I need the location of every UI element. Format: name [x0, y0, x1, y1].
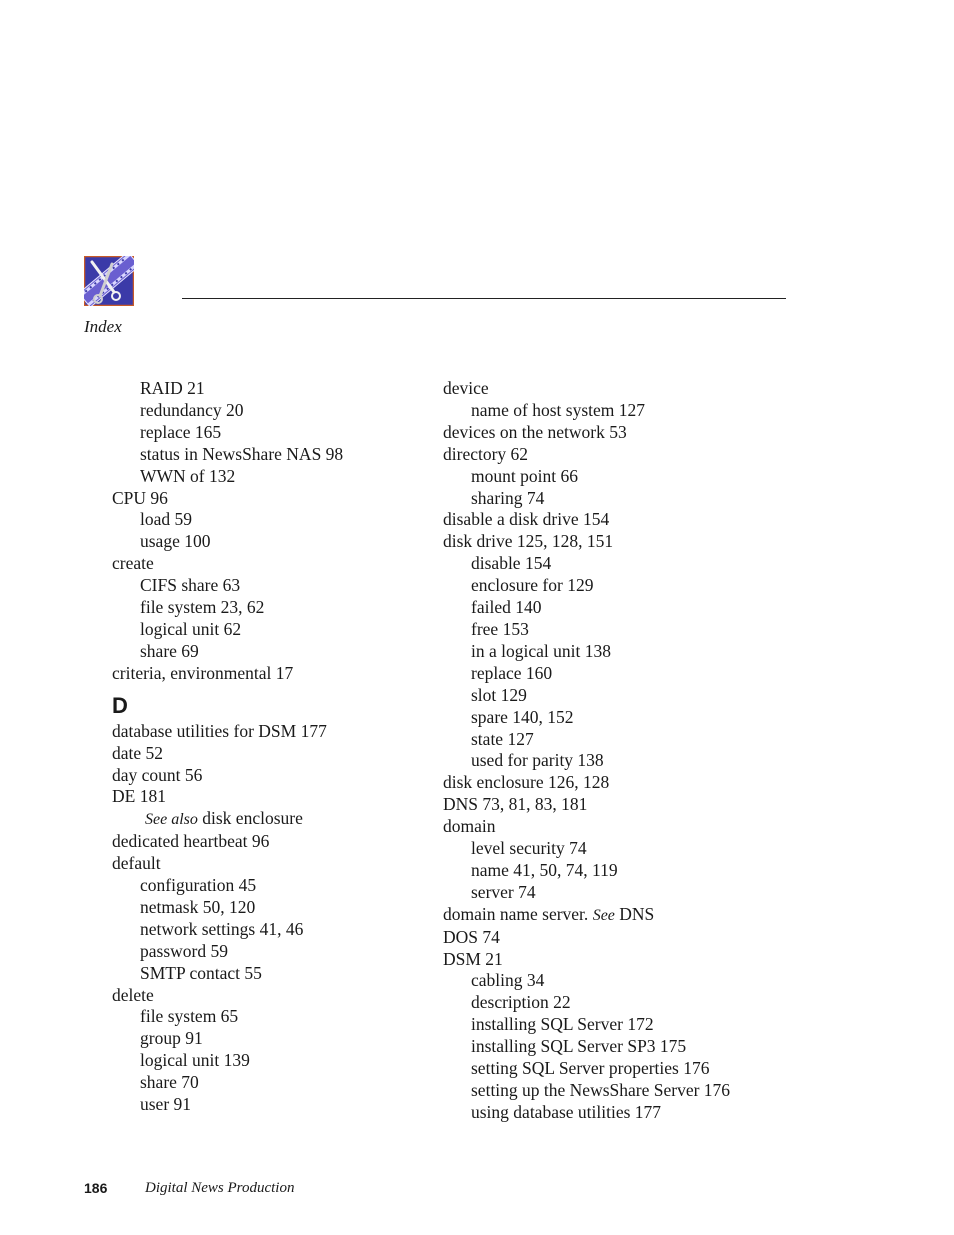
index-entry: delete [112, 984, 154, 1005]
index-subentry: using database utilities 177 [471, 1101, 662, 1122]
index-entry: database utilities for DSM 177 [112, 720, 327, 741]
index-subentry: logical unit 62 [140, 618, 242, 639]
header-rule [182, 298, 786, 299]
index-subentry: logical unit 139 [140, 1050, 250, 1071]
index-subentry: redundancy 20 [140, 399, 244, 420]
index-subentry: sharing 74 [471, 487, 545, 508]
index-entry: day count 56 [112, 764, 203, 785]
index-subentry: name 41, 50, 74, 119 [471, 859, 618, 880]
index-entry: create [112, 553, 154, 574]
index-subentry: level security 74 [471, 838, 587, 859]
index-subentry: RAID 21 [140, 378, 205, 398]
index-subentry: state 127 [471, 728, 534, 749]
index-subentry: password 59 [140, 940, 228, 961]
index-subentry: free 153 [471, 618, 529, 639]
index-subentry: enclosure for 129 [471, 575, 594, 596]
book-title: Digital News Production [145, 1180, 295, 1196]
index-entry: disk enclosure 126, 128 [443, 772, 610, 793]
index-subentry: spare 140, 152 [471, 706, 574, 727]
index-subentry: CIFS share 63 [140, 575, 241, 596]
index-subentry: network settings 41, 46 [140, 918, 304, 939]
index-subentry: failed 140 [471, 597, 542, 618]
index-subentry: share 70 [140, 1072, 199, 1093]
film-reel-scissors-icon [84, 256, 134, 306]
index-subentry: replace 165 [140, 421, 222, 442]
index-subentry: usage 100 [140, 531, 211, 552]
index-entry: CPU 96 [112, 487, 168, 508]
index-entry: DE 181 [112, 786, 166, 807]
index-subentry: WWN of 132 [140, 465, 236, 486]
see-also-label: See also [145, 811, 198, 829]
index-letter-heading: D [112, 692, 128, 718]
index-entry: disk drive 125, 128, 151 [443, 531, 614, 552]
index-subentry: cabling 34 [471, 970, 545, 991]
index-subentry: user 91 [140, 1094, 192, 1115]
index-column-left [112, 378, 432, 1116]
index-subentry: file system 23, 62 [140, 597, 265, 618]
index-entry: DNS 73, 81, 83, 181 [443, 794, 588, 815]
index-subentry: installing SQL Server SP3 175 [471, 1036, 687, 1057]
index-entry: criteria, environmental 17 [112, 662, 294, 683]
index-subentry: file system 65 [140, 1006, 239, 1027]
section-label: Index [84, 317, 122, 336]
index-subentry: mount point 66 [471, 465, 578, 486]
index-entry: dedicated heartbeat 96 [112, 831, 270, 852]
index-subentry: in a logical unit 138 [471, 640, 611, 661]
index-entry: device [443, 378, 489, 398]
index-see-also [112, 808, 432, 831]
index-entry: DSM 21 [443, 948, 503, 969]
index-subentry: group 91 [140, 1028, 203, 1049]
index-subentry: name of host system 127 [471, 399, 646, 420]
index-entry: DOS 74 [443, 926, 500, 947]
index-entry-text: domain name server. [443, 903, 593, 924]
index-entry: date 52 [112, 742, 164, 763]
index-subentry: disable 154 [471, 553, 552, 574]
index-column-right [443, 378, 783, 1124]
see-target: DNS [614, 903, 655, 924]
index-subentry: server 74 [471, 881, 536, 902]
index-subentry: setting SQL Server properties 176 [471, 1058, 710, 1079]
index-subentry: status in NewsShare NAS 98 [140, 443, 344, 464]
index-subentry: installing SQL Server 172 [471, 1014, 654, 1035]
index-subentry: slot 129 [471, 684, 527, 705]
index-subentry: setting up the NewsShare Server 176 [471, 1080, 731, 1100]
index-entry: devices on the network 53 [443, 421, 627, 442]
index-subentry: description 22 [471, 992, 571, 1013]
index-entry [443, 904, 783, 927]
index-entry: default [112, 853, 161, 874]
index-entry: directory 62 [443, 443, 529, 464]
index-entry: domain [443, 816, 496, 837]
index-entry: disable a disk drive 154 [443, 509, 610, 530]
index-subentry: replace 160 [471, 662, 553, 683]
index-subentry: used for parity 138 [471, 750, 604, 771]
see-also-target: disk enclosure [197, 808, 303, 829]
logo [84, 256, 134, 306]
index-subentry: load 59 [140, 509, 193, 530]
page-number: 186 [84, 1180, 108, 1196]
see-label: See [592, 906, 615, 924]
index-subentry: configuration 45 [140, 875, 257, 896]
index-subentry: SMTP contact 55 [140, 962, 262, 983]
index-subentry: share 69 [140, 640, 199, 661]
index-subentry: netmask 50, 120 [140, 896, 256, 917]
